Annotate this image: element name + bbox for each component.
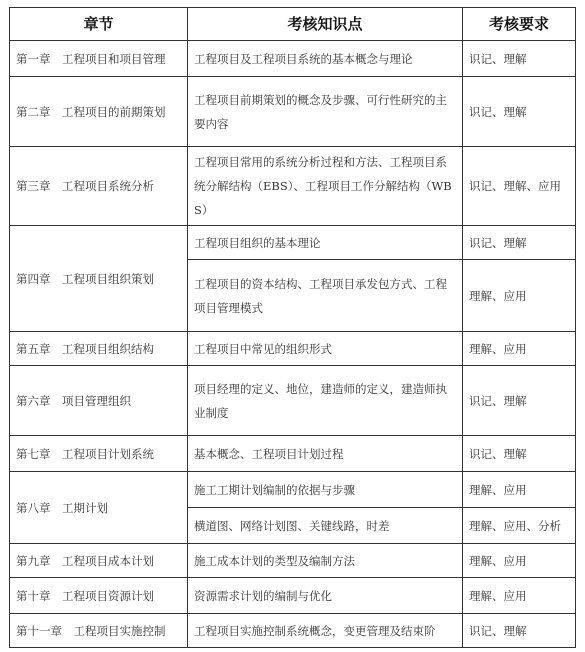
table-row: [10, 226, 576, 260]
requirement-cell: 识记、理解: [463, 77, 576, 147]
requirement-cell: 理解、应用、分析: [463, 508, 576, 544]
requirement-cell: 识记、理解: [463, 614, 576, 648]
chapter-cell: 第四章 工程项目组织策划: [10, 226, 188, 332]
requirement-cell: 识记、理解: [463, 436, 576, 472]
knowledge-cell: 工程项目及工程项目系统的基本概念与理论: [188, 41, 463, 77]
knowledge-cell: 工程项目前期策划的概念及步骤、可行性研究的主要内容: [188, 77, 463, 147]
knowledge-cell: 工程项目的资本结构、工程项目承发包方式、工程项目管理模式: [188, 260, 463, 332]
table-row: [10, 332, 576, 366]
requirement-cell: 理解、应用: [463, 260, 576, 332]
knowledge-cell: 资源需求计划的编制与优化: [188, 578, 463, 614]
knowledge-cell: 工程项目常用的系统分析过程和方法、工程项目系统分解结构（EBS）、工程项目工作分解结构（WBS）: [188, 147, 463, 226]
header-knowledge-points: 考核知识点: [188, 8, 463, 41]
chapter-cell: 第五章 工程项目组织结构: [10, 332, 188, 366]
chapter-cell: 第十一章 工程项目实施控制: [10, 614, 188, 648]
requirement-cell: 识记、理解、应用: [463, 147, 576, 226]
chapter-cell: 第一章 工程项目和项目管理: [10, 41, 188, 77]
requirement-cell: 理解、应用: [463, 544, 576, 578]
knowledge-cell: 工程项目实施控制系统概念，变更管理及结束阶: [188, 614, 463, 648]
chapter-cell: 第六章 项目管理组织: [10, 366, 188, 436]
header-chapter: 章节: [10, 8, 188, 41]
table-row: [10, 436, 576, 472]
table-row: [10, 544, 576, 578]
chapter-cell: 第七章 工程项目计划系统: [10, 436, 188, 472]
header-requirements: 考核要求: [463, 8, 576, 41]
requirement-cell: 理解、应用: [463, 472, 576, 508]
requirement-cell: 识记、理解: [463, 226, 576, 260]
knowledge-cell: 基本概念、工程项目计划过程: [188, 436, 463, 472]
knowledge-cell: 工程项目中常见的组织形式: [188, 332, 463, 366]
table-row: [10, 77, 576, 147]
knowledge-cell: 施工成本计划的类型及编制方法: [188, 544, 463, 578]
chapter-cell: 第十章 工程项目资源计划: [10, 578, 188, 614]
table-header-row: [10, 8, 576, 41]
table-row: [10, 366, 576, 436]
requirement-cell: 识记、理解: [463, 366, 576, 436]
chapter-cell: 第八章 工期计划: [10, 472, 188, 544]
table-row: [10, 41, 576, 77]
requirement-cell: 理解、应用: [463, 578, 576, 614]
requirement-cell: 理解、应用: [463, 332, 576, 366]
chapter-cell: 第二章 工程项目的前期策划: [10, 77, 188, 147]
exam-syllabus-table: [9, 7, 576, 648]
table-row: [10, 578, 576, 614]
knowledge-cell: 项目经理的定义、地位，建造师的定义，建造师执业制度: [188, 366, 463, 436]
requirement-cell: 识记、理解: [463, 41, 576, 77]
chapter-cell: 第三章 工程项目系统分析: [10, 147, 188, 226]
table-row: [10, 147, 576, 226]
knowledge-cell: 横道图、网络计划图、关键线路，时差: [188, 508, 463, 544]
table-row: [10, 614, 576, 648]
knowledge-cell: 工程项目组织的基本理论: [188, 226, 463, 260]
knowledge-cell: 施工工期计划编制的依据与步骤: [188, 472, 463, 508]
chapter-cell: 第九章 工程项目成本计划: [10, 544, 188, 578]
table-row: [10, 472, 576, 508]
